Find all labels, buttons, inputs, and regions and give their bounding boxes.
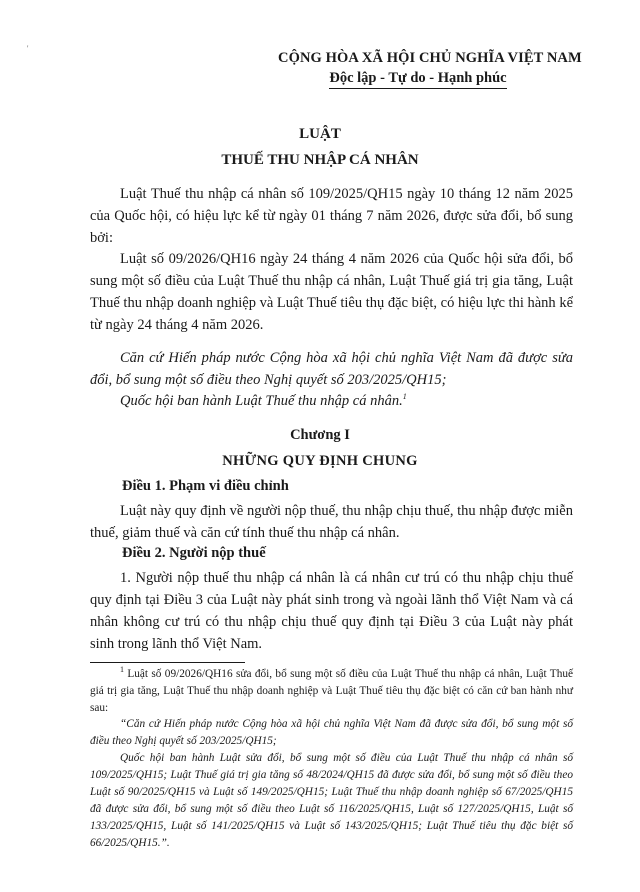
footnote-intro-text: Luật số 09/2026/QH16 sửa đổi, bổ sung một số điều của Luật Thuế thu nhập cá nhân, Luật Thuế giá trị gia tăng, Luật Thuế thu nhập doanh nghiệp và Luật Thuế tiêu thụ đặc biệt có căn cứ ban hành như sau: — [90, 668, 573, 714]
footnote-intro — [90, 666, 573, 717]
chapter-number: Chương I — [290, 427, 350, 443]
article-2-heading: Điều 2. Người nộp thuế — [122, 545, 266, 561]
article-1-heading: Điều 1. Phạm vi điều chỉnh — [122, 478, 289, 494]
national-header — [278, 50, 582, 89]
footnote-quote-2: Quốc hội ban hành Luật sửa đổi, bổ sung một số điều của Luật Thuế thu nhập cá nhân số 109/2025/QH15; Luật Thuế giá trị gia tăng số 48/2024/QH15 đã được sửa đổi, bổ sung một số điều theo Luật số 90/2025/QH15 và Luật số 149/2025/QH15; Luật Thuế thu nhập doanh nghiệp số 67/2025/QH15 đã được sửa đổi, bổ sung một số điều theo Luật số 116/2025/QH15, Luật số 127/2025/QH15, Luật số 133/2025/QH15, Luật số 141/2025/QH15 và Luật số 143/2025/QH15; Luật Thuế tiêu thụ đặc biệt số 66/2025/QH15.”. — [90, 752, 573, 849]
enactment-statement — [90, 390, 573, 412]
enactment-text: Quốc hội ban hành Luật Thuế thu nhập cá nhân. — [120, 393, 403, 409]
preamble-paragraph-2: Luật số 09/2026/QH16 ngày 24 tháng 4 năm 2026 của Quốc hội sửa đổi, bổ sung một số điều của Luật Thuế thu nhập cá nhân, Luật Thuế giá trị gia tăng, Luật Thuế thu nhập doanh nghiệp và Luật Thuế tiêu thụ đặc biệt, có hiệu lực thi hành kể từ ngày 24 tháng 4 năm 2026. — [90, 251, 573, 333]
law-name: THUẾ THU NHẬP CÁ NHÂN — [221, 152, 419, 168]
footnote-reference[interactable]: 1 — [402, 392, 407, 402]
legal-basis: Căn cứ Hiến pháp nước Cộng hòa xã hội chủ nghĩa Việt Nam đã được sửa đổi, bổ sung một số điều theo Nghị quyết số 203/2025/QH15; — [90, 350, 573, 388]
document-type: LUẬT — [299, 126, 341, 142]
corner-mark: ' — [27, 44, 29, 53]
preamble-paragraph-1: Luật Thuế thu nhập cá nhân số 109/2025/QH15 ngày 10 tháng 12 năm 2025 của Quốc hội, có hiệu lực kể từ ngày 01 tháng 7 năm 2026, được sửa đổi, bổ sung bởi: — [90, 186, 573, 246]
footnote-number: 1 — [120, 665, 124, 675]
article-1-text: Luật này quy định về người nộp thuế, thu nhập chịu thuế, thu nhập được miễn thuế, giảm thuế và căn cứ tính thuế thu nhập cá nhân. — [90, 503, 573, 541]
footnote-quote-1: “Căn cứ Hiến pháp nước Cộng hòa xã hội chủ nghĩa Việt Nam đã được sửa đổi, bổ sung một số điều theo Nghị quyết số 203/2025/QH15; — [90, 718, 573, 747]
footnote-separator — [90, 662, 245, 663]
chapter-title: NHỮNG QUY ĐỊNH CHUNG — [222, 453, 418, 469]
article-2-text: 1. Người nộp thuế thu nhập cá nhân là cá nhân cư trú có thu nhập chịu thuế quy định tại Điều 3 của Luật này phát sinh trong và ngoài lãnh thổ Việt Nam và cá nhân không cư trú có thu nhập chịu thuế quy định tại Điều 3 của Luật này phát sinh trong lãnh thổ Việt Nam. — [90, 570, 573, 652]
nation-name: CỘNG HÒA XÃ HỘI CHỦ NGHĨA VIỆT NAM — [278, 50, 582, 66]
national-motto: Độc lập - Tự do - Hạnh phúc — [329, 70, 506, 89]
